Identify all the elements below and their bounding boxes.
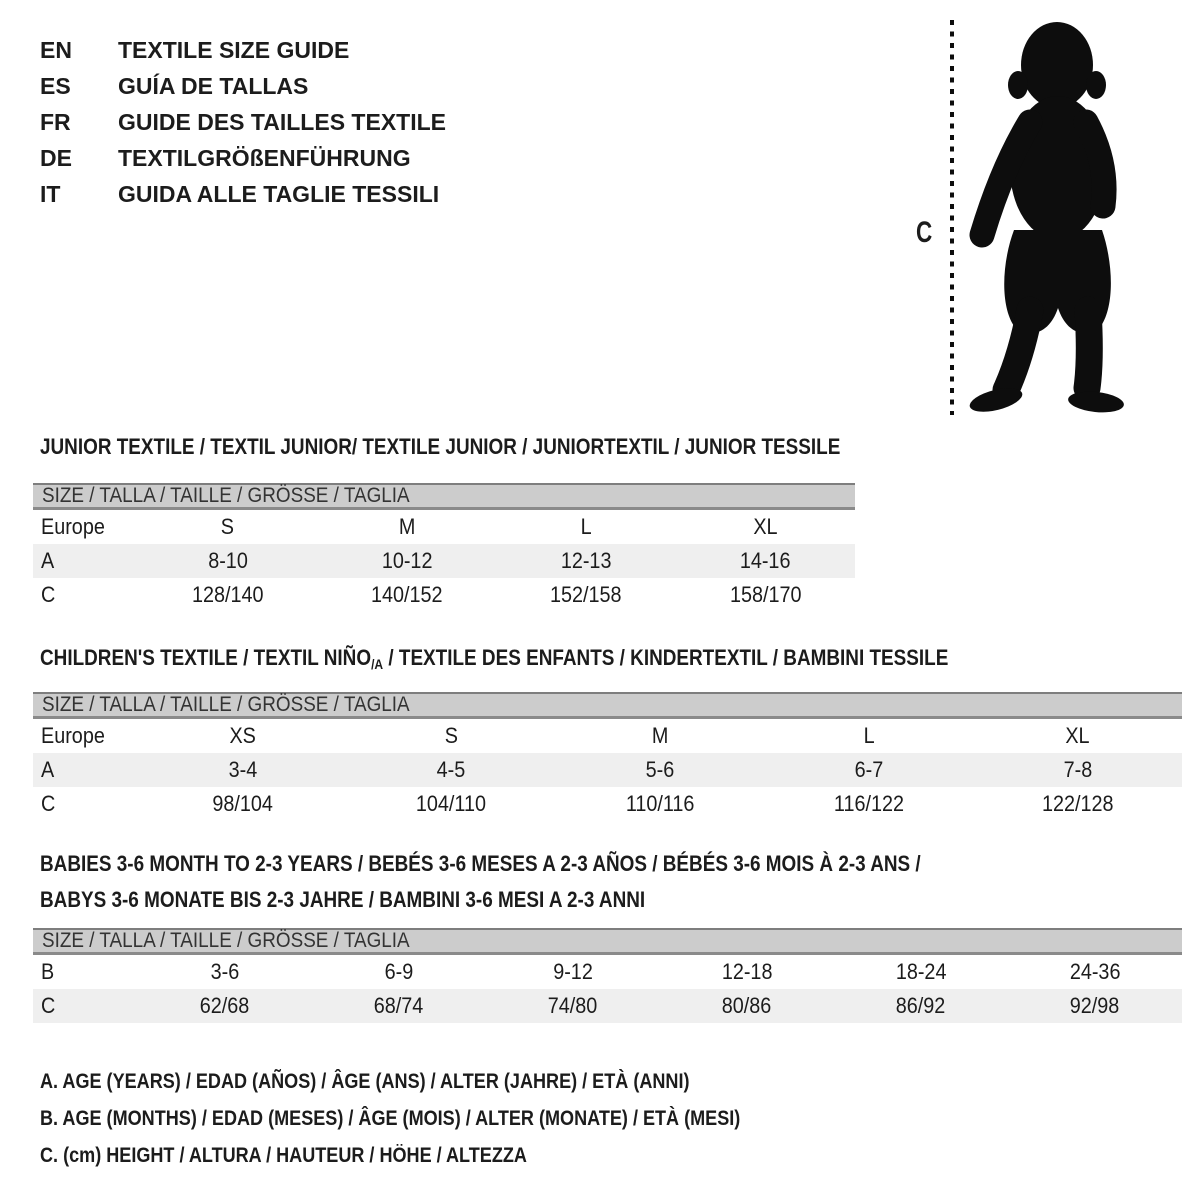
legend-text: C. (cm) HEIGHT / ALTURA / HAUTEUR / HÖHE / ALTEZZA	[40, 1143, 527, 1167]
value-cell	[497, 510, 676, 544]
value-cell	[497, 544, 676, 578]
age-months-value: 12-18	[721, 959, 773, 984]
row-label-cell	[33, 719, 138, 753]
language-code: ES	[40, 72, 71, 99]
age-value: 8-10	[207, 548, 248, 573]
value-cell	[764, 753, 973, 787]
table-row	[33, 719, 1182, 753]
value-cell	[973, 719, 1182, 753]
value-cell	[312, 989, 486, 1023]
value-cell	[317, 510, 496, 544]
value-cell	[317, 578, 496, 612]
value-cell	[1008, 955, 1182, 989]
language-code: IT	[40, 180, 61, 207]
size-header-bar	[33, 692, 1182, 719]
height-value: 110/116	[625, 791, 695, 816]
children-size-table	[33, 692, 1182, 821]
height-value: 92/98	[1070, 993, 1120, 1018]
size-value: M	[398, 514, 416, 539]
junior-table	[33, 510, 855, 612]
row-label: C	[41, 582, 56, 607]
children-heading-text	[40, 645, 948, 677]
row-label: A	[41, 757, 55, 782]
legend-line-height-cm	[40, 1137, 854, 1174]
legend-text: B. AGE (MONTHS) / EDAD (MESES) / ÂGE (MOIS) / ALTER (MONATE) / ETÀ (MESI)	[40, 1106, 741, 1130]
size-value: XS	[229, 723, 256, 748]
size-value: L	[863, 723, 875, 748]
row-label: B	[41, 959, 55, 984]
row-label: C	[41, 791, 56, 816]
row-label: C	[41, 993, 56, 1018]
baby-silhouette-icon	[900, 10, 1160, 425]
height-value: 152/158	[550, 582, 622, 607]
value-cell	[834, 989, 1008, 1023]
row-label-cell	[33, 955, 138, 989]
language-title: TEXTILGRÖßENFÜHRUNG	[118, 144, 411, 171]
age-months-value: 18-24	[895, 959, 947, 984]
height-value: 74/80	[548, 993, 598, 1018]
language-row-en	[40, 32, 446, 68]
value-cell	[556, 719, 765, 753]
value-cell	[138, 544, 317, 578]
value-cell	[973, 787, 1182, 821]
row-label: A	[41, 548, 55, 573]
size-header-bar	[33, 928, 1182, 955]
value-cell	[486, 955, 660, 989]
table-row	[33, 955, 1182, 989]
babies-table	[33, 955, 1182, 1023]
language-title: TEXTILE SIZE GUIDE	[118, 36, 350, 63]
age-value: 10-12	[381, 548, 433, 573]
value-cell	[834, 955, 1008, 989]
height-value: 86/92	[896, 993, 946, 1018]
age-months-value: 24-36	[1069, 959, 1121, 984]
height-measure-label: C	[916, 216, 933, 249]
value-cell	[660, 989, 834, 1023]
age-value: 12-13	[560, 548, 612, 573]
row-label-cell	[33, 510, 138, 544]
value-cell	[660, 955, 834, 989]
value-cell	[497, 578, 676, 612]
value-cell	[556, 787, 765, 821]
row-label-cell	[33, 578, 138, 612]
table-row	[33, 578, 855, 612]
value-cell	[138, 719, 347, 753]
age-months-value: 6-9	[384, 959, 414, 984]
language-row-es	[40, 68, 446, 104]
table-row	[33, 753, 1182, 787]
value-cell	[1008, 989, 1182, 1023]
measure-legend	[40, 1063, 854, 1174]
value-cell	[138, 989, 312, 1023]
value-cell	[347, 719, 556, 753]
age-months-value: 9-12	[553, 959, 593, 984]
babies-size-table	[33, 928, 1182, 1023]
language-code: FR	[40, 108, 71, 135]
size-header-label: SIZE / TALLA / TAILLE / GRÖSSE / TAGLIA	[42, 484, 410, 507]
size-header-label: SIZE / TALLA / TAILLE / GRÖSSE / TAGLIA	[42, 929, 410, 952]
value-cell	[973, 753, 1182, 787]
value-cell	[556, 753, 765, 787]
value-cell	[312, 955, 486, 989]
age-months-value: 3-6	[210, 959, 240, 984]
height-value: 68/74	[374, 993, 424, 1018]
value-cell	[676, 578, 855, 612]
value-cell	[138, 955, 312, 989]
row-label: Europe	[41, 514, 105, 539]
height-value: 98/104	[212, 791, 273, 816]
height-value: 62/68	[200, 993, 250, 1018]
language-title: GUIDA ALLE TAGLIE TESSILI	[118, 180, 440, 207]
value-cell	[764, 787, 973, 821]
size-value: M	[651, 723, 669, 748]
legend-line-age-months	[40, 1100, 854, 1137]
value-cell	[676, 544, 855, 578]
row-label-cell	[33, 989, 138, 1023]
age-value: 5-6	[645, 757, 675, 782]
children-heading-post: / TEXTILE DES ENFANTS / KINDERTEXTIL / BAMBINI TESSILE	[383, 645, 949, 670]
language-row-fr	[40, 104, 446, 140]
value-cell	[138, 787, 347, 821]
size-value: XL	[1065, 723, 1090, 748]
height-value: 122/128	[1041, 791, 1114, 816]
table-row	[33, 510, 855, 544]
language-title-list	[40, 32, 446, 212]
height-value: 116/122	[833, 791, 904, 816]
row-label: Europe	[41, 723, 105, 748]
babies-heading-line1: BABIES 3-6 MONTH TO 2-3 YEARS / BEBÉS 3-6 MESES A 2-3 AÑOS / BÉBÉS 3-6 MOIS À 2-3 ANS /	[40, 851, 921, 876]
size-value: S	[221, 514, 235, 539]
size-value: S	[444, 723, 458, 748]
age-value: 14-16	[740, 548, 791, 573]
junior-section-heading	[40, 434, 971, 460]
value-cell	[764, 719, 973, 753]
age-value: 6-7	[854, 757, 884, 782]
size-value: L	[580, 514, 592, 539]
row-label-cell	[33, 787, 138, 821]
height-value: 158/170	[729, 582, 802, 607]
height-value: 80/86	[722, 993, 772, 1018]
language-row-de	[40, 140, 446, 176]
age-value: 7-8	[1063, 757, 1092, 782]
language-title: GUIDE DES TAILLES TEXTILE	[118, 108, 446, 135]
babies-section-heading	[40, 846, 1064, 918]
value-cell	[317, 544, 496, 578]
table-row	[33, 989, 1182, 1023]
height-value: 140/152	[371, 582, 443, 607]
table-row	[33, 787, 1182, 821]
height-value: 104/110	[416, 791, 487, 816]
value-cell	[347, 787, 556, 821]
value-cell	[138, 510, 317, 544]
language-code: DE	[40, 144, 72, 171]
row-label-cell	[33, 544, 138, 578]
value-cell	[676, 510, 855, 544]
value-cell	[347, 753, 556, 787]
table-row	[33, 544, 855, 578]
babies-heading-line2: BABYS 3-6 MONATE BIS 2-3 JAHRE / BAMBINI 3-6 MESI A 2-3 ANNI	[40, 887, 646, 912]
language-code: EN	[40, 36, 72, 63]
junior-size-table	[33, 483, 855, 612]
junior-heading-text: JUNIOR TEXTILE / TEXTIL JUNIOR/ TEXTILE JUNIOR / JUNIORTEXTIL / JUNIOR TESSILE	[40, 434, 841, 459]
language-row-it	[40, 176, 446, 212]
children-table	[33, 719, 1182, 821]
size-header-bar	[33, 483, 855, 510]
value-cell	[138, 753, 347, 787]
value-cell	[486, 989, 660, 1023]
legend-text: A. AGE (YEARS) / EDAD (AÑOS) / ÂGE (ANS) / ALTER (JAHRE) / ETÀ (ANNI)	[40, 1069, 690, 1093]
children-section-heading	[40, 645, 1096, 677]
row-label-cell	[33, 753, 138, 787]
legend-line-age-years	[40, 1063, 854, 1100]
age-value: 3-4	[228, 757, 257, 782]
value-cell	[138, 578, 317, 612]
age-value: 4-5	[436, 757, 466, 782]
size-value: XL	[753, 514, 778, 539]
height-value: 128/140	[191, 582, 264, 607]
children-heading-sub: /A	[371, 656, 384, 672]
size-header-label: SIZE / TALLA / TAILLE / GRÖSSE / TAGLIA	[42, 693, 410, 716]
language-title: GUÍA DE TALLAS	[118, 72, 309, 99]
children-heading-pre: CHILDREN'S TEXTILE / TEXTIL NIÑO	[40, 645, 372, 670]
